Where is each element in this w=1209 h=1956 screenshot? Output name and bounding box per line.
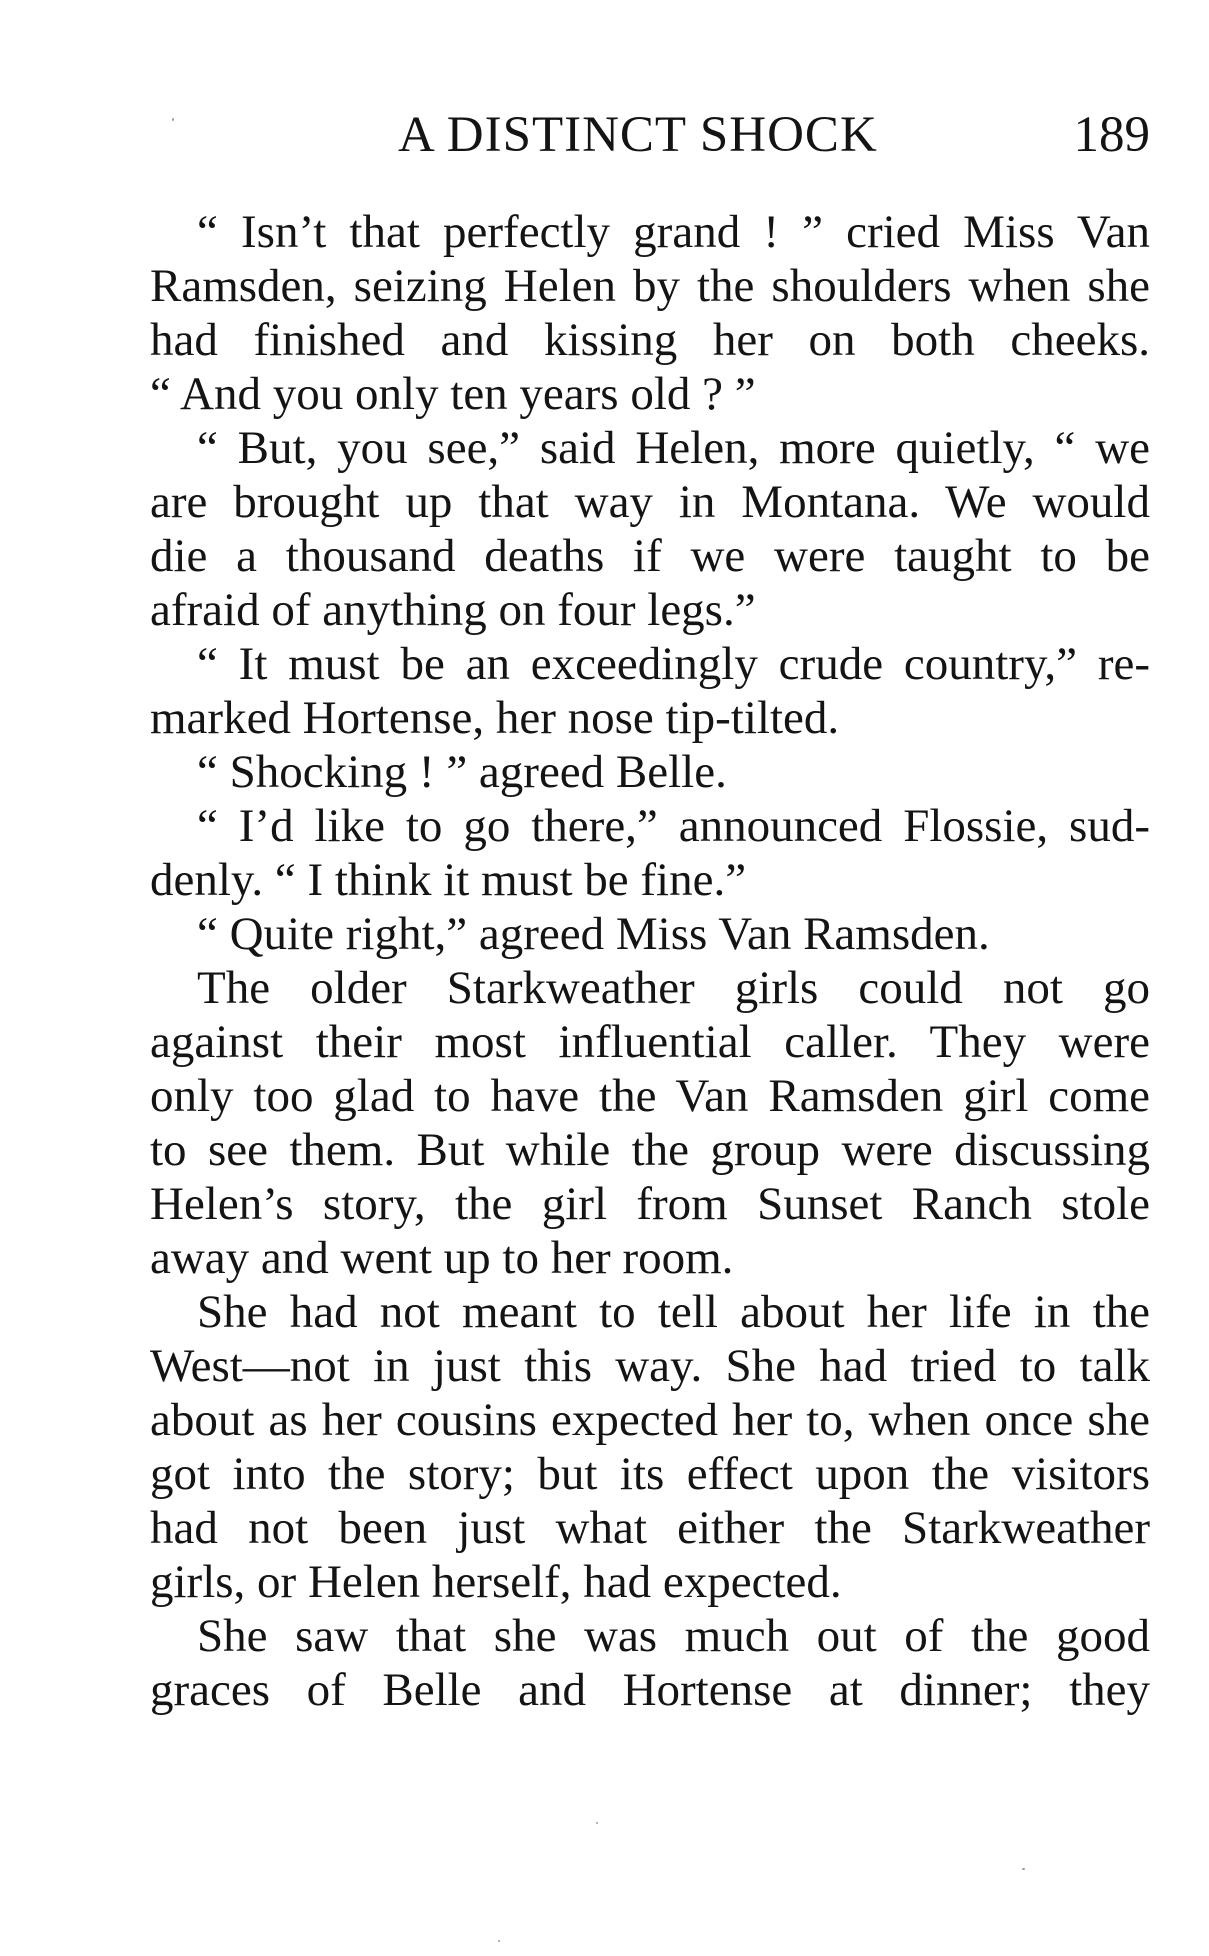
- text-line: “ But, you see,” said Helen, more quietly, “ we: [197, 422, 1150, 474]
- text-line: girls, or Helen herself, had expected.: [150, 1556, 842, 1608]
- text-line: marked Hortense, her nose tip-tilted.: [150, 692, 840, 744]
- text-line: graces of Belle and Hortense at dinner; they: [150, 1664, 1150, 1716]
- scan-speck: [498, 1940, 500, 1942]
- text-line: die a thousand deaths if we were taught to be: [150, 530, 1150, 582]
- text-line: denly. “ I think it must be fine.”: [150, 854, 747, 906]
- text-line: had finished and kissing her on both cheeks.: [150, 314, 1150, 366]
- text-line: “ And you only ten years old ? ”: [150, 368, 756, 420]
- scan-speck: [1022, 1868, 1025, 1870]
- running-head: [150, 100, 1150, 170]
- paragraph: [150, 637, 1150, 745]
- text-line: The older Starkweather girls could not go: [197, 962, 1150, 1014]
- text-line: are brought up that way in Montana. We would: [150, 476, 1150, 528]
- text-line: got into the story; but its effect upon the visitors: [150, 1448, 1150, 1500]
- text-line: Helen’s story, the girl from Sunset Ranch stole: [150, 1178, 1150, 1230]
- text-line: only too glad to have the Van Ramsden girl come: [150, 1070, 1150, 1122]
- text-line: about as her cousins expected her to, when once she: [150, 1394, 1150, 1446]
- text-line: had not been just what either the Starkweather: [150, 1502, 1150, 1554]
- text-line: “ Shocking ! ” agreed Belle.: [197, 746, 727, 798]
- page-number: 189: [1073, 107, 1150, 163]
- text-line: “ Quite right,” agreed Miss Van Ramsden.: [197, 908, 990, 960]
- text-line: “ It must be an exceedingly crude country,” re-: [197, 638, 1150, 690]
- text-line: West—not in just this way. She had tried to talk: [150, 1340, 1150, 1392]
- chapter-title: A DISTINCT SHOCK: [398, 107, 878, 163]
- text-line: afraid of anything on four legs.”: [150, 584, 756, 636]
- text-line: She had not meant to tell about her life in the: [197, 1286, 1150, 1338]
- text-line: “ Isn’t that perfectly grand ! ” cried Miss Van: [197, 206, 1150, 258]
- scan-speck: [596, 1822, 598, 1824]
- text-line: against their most influential caller. They were: [150, 1016, 1150, 1068]
- text-line: Ramsden, seizing Helen by the shoulders when she: [150, 260, 1150, 312]
- text-line: to see them. But while the group were discussing: [150, 1124, 1150, 1176]
- text-line: She saw that she was much out of the good: [197, 1610, 1150, 1662]
- text-line: away and went up to her room.: [150, 1232, 734, 1284]
- paragraph: [150, 421, 1150, 637]
- paragraph: [150, 1609, 1150, 1717]
- paragraph: [150, 799, 1150, 907]
- paragraph: [150, 205, 1150, 421]
- body-text: [150, 205, 1150, 1717]
- scan-speck: [172, 118, 174, 121]
- paragraph: [150, 961, 1150, 1285]
- text-line: “ I’d like to go there,” announced Flossie, sud-: [197, 800, 1150, 852]
- paragraph: [150, 907, 1150, 961]
- paragraph: [150, 745, 1150, 799]
- paragraph: [150, 1285, 1150, 1609]
